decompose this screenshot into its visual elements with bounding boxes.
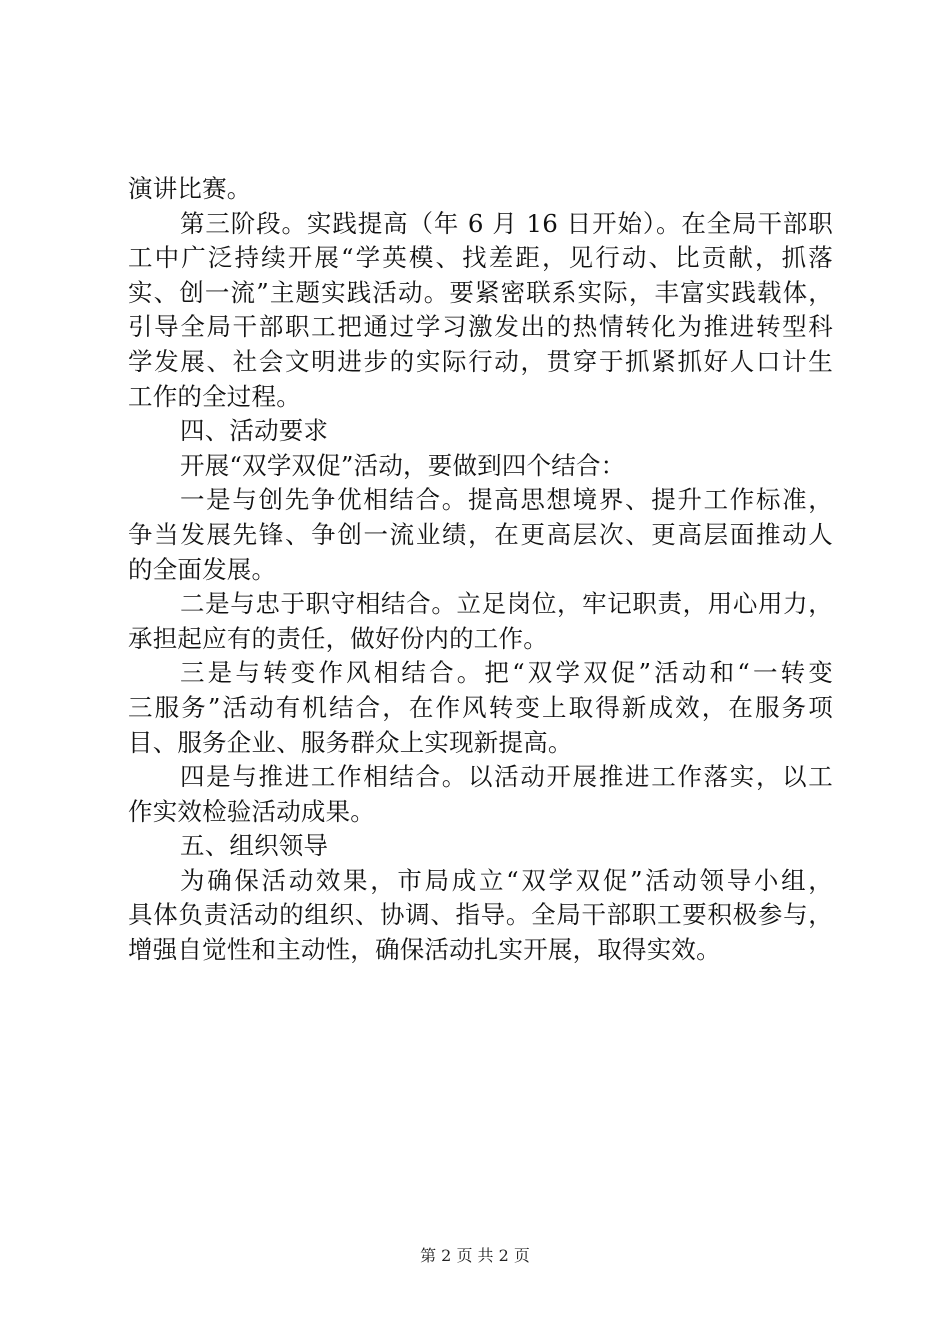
text-line: 作实效检验活动成果。: [128, 796, 375, 826]
text-line: 为确保活动效果，市局成立“双学双促”活动领导小组，: [180, 865, 833, 895]
text-line: 实、创一流”主题实践活动。要紧密联系实际，丰富实践载体，: [128, 277, 833, 307]
text-line: 学发展、社会文明进步的实际行动，贯穿于抓紧抓好人口计生: [128, 346, 833, 376]
text-line: 三服务”活动有机结合，在作风转变上取得新成效，在服务项: [128, 692, 833, 722]
text-line: 开展“双学双促”活动，要做到四个结合：: [180, 450, 626, 480]
text-line: 具体负责活动的组织、协调、指导。全局干部职工要积极参与，: [128, 900, 833, 930]
text-line: 三是与转变作风相结合。把“双学双促”活动和“一转变: [180, 658, 833, 688]
section-heading: 四、活动要求: [180, 416, 329, 446]
text-line: 一是与创先争优相结合。提高思想境界、提升工作标准，: [180, 485, 833, 515]
text-line: 增强自觉性和主动性，确保活动扎实开展，取得实效。: [128, 935, 721, 965]
text-line: 演讲比赛。: [128, 174, 252, 203]
page-number-footer: 第 2 页 共 2 页: [420, 1246, 530, 1265]
text-line: 二是与忠于职守相结合。立足岗位，牢记职责，用心用力，: [180, 589, 833, 619]
document-body: [128, 172, 833, 968]
text-line: 工作的全过程。: [128, 381, 301, 411]
text-line: 承担起应有的责任，做好份内的工作。: [128, 623, 548, 653]
text-line: 工中广泛持续开展“学英模、找差距，见行动、比贡献，抓落: [128, 243, 833, 273]
section-heading: 五、组织领导: [180, 831, 329, 861]
text-line: 争当发展先锋、争创一流业绩，在更高层次、更高层面推动人: [128, 519, 833, 549]
text-line: 目、服务企业、服务群众上实现新提高。: [128, 727, 573, 757]
text-line: 的全面发展。: [128, 554, 277, 584]
text-line: 第三阶段。实践提高（年 6 月 16 日开始）。在全局干部职: [180, 208, 833, 238]
text-line: 引导全局干部职工把通过学习激发出的热情转化为推进转型科: [128, 312, 833, 342]
text-line: 四是与推进工作相结合。以活动开展推进工作落实，以工: [180, 762, 833, 792]
